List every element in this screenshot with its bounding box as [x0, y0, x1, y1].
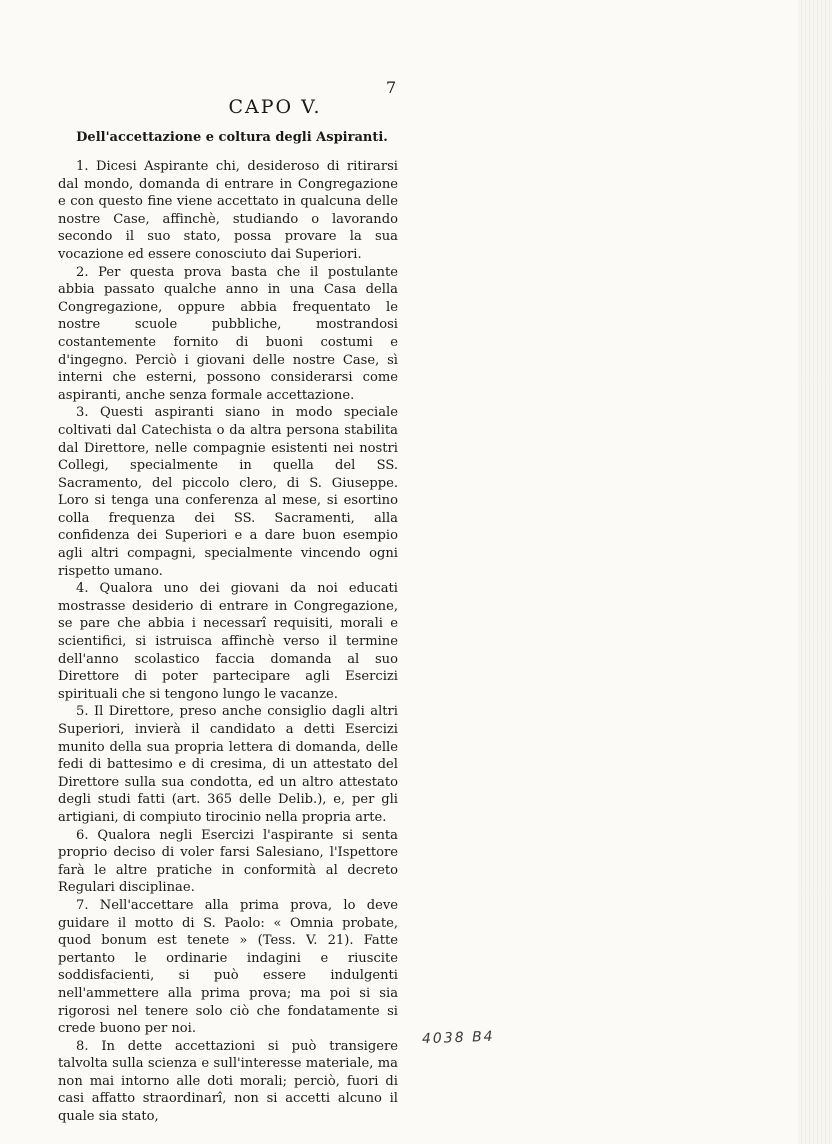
chapter-title: CAPO V. [228, 96, 322, 118]
paragraph-2: 2. Per questa prova basta che il postulante abbia passato qualche anno in una Casa della Congregazione, oppure abbia frequentato le nostre scuole pubbliche, mostrandosi costantemente fornito di buoni costumi e d'ingegno. Perciò i giovani delle nostre Case, sì interni che esterni, possono considerarsi come aspiranti, anche senza formale accettazione. [58, 264, 398, 403]
paragraph-6: 6. Qualora negli Esercizi l'aspirante si senta proprio deciso di voler farsi Salesiano, l'Ispettore farà le altre pratiche in conformità al decreto Regulari disciplinae. [58, 827, 398, 896]
paragraph-7: 7. Nell'accettare alla prima prova, lo deve guidare il motto di S. Paolo: « Omnia probate, quod bonum est tenete » (Tess. V. 21). Fatte pertanto le ordinarie indagini e riuscite soddisfacienti, si può essere indulgenti nell'ammettere alla prima prova; ma poi si sia rigorosi nel tenere solo ciò che fondatamente si crede buono per noi. [58, 897, 398, 1037]
paragraph-4: 4. Qualora uno dei giovani da noi educati mostrasse desiderio di entrare in Congregazione, se pare che abbia i necessarî requisiti, morali e scientifici, si istruisca affinchè verso il termine dell'anno scolastico faccia domanda al suo Direttore di poter partecipare agli Esercizi spirituali che si tengono lungo le vacanze. [58, 581, 398, 702]
paragraph-3: 3. Questi aspiranti siano in modo speciale coltivati dal Catechista o da altra persona stabilita dal Direttore, nelle compagnie esistenti nei nostri Collegi, specialmente in quella del SS. Sacramento, del piccolo clero, di S. Giuseppe. Loro si tenga una conferenza al mese, si esortino colla frequenza dei SS. Sacramenti, alla confidenza dei Superiori e a dare buon esempio agli altri compagni, specialmente vincendo ogni rispetto umano. [58, 405, 398, 579]
paragraph-8: 8. In dette accettazioni si può transigere talvolta sulla scienza e sull'interesse materiale, ma non mai intorno alle doti morali; perciò, fuori di casi affatto straordinarî, non si accetti alcuno il quale sia stato, [58, 1038, 398, 1125]
paragraph-1: 1. Dicesi Aspirante chi, desideroso di ritirarsi dal mondo, domanda di entrare in Congregazione e con questo fine viene accettato in qualcuna delle nostre Case, affinchè, studiando o lavorando secondo il suo stato, possa provare la sua vocazione ed essere conosciuto dai Superiori. [58, 159, 398, 262]
handwritten-note: 4038 B4 [421, 1028, 495, 1048]
section-title: Dell'accettazione e coltura degli Aspiranti. [76, 130, 388, 145]
scan-edge [798, 0, 832, 1144]
body-text [58, 158, 398, 1126]
page-number: 7 [386, 78, 397, 97]
paragraph-5: 5. Il Direttore, preso anche consiglio dagli altri Superiori, invierà il candidato a detti Esercizi munito della sua propria lettera di domanda, delle fedi di battesimo e di cresima, di un attestato del Direttore sulla sua condotta, ed un altro attestato degli studi fatti (art. 365 delle Delib.), e, per gli artigiani, di compiuto tirocinio nella propria arte. [58, 704, 398, 825]
